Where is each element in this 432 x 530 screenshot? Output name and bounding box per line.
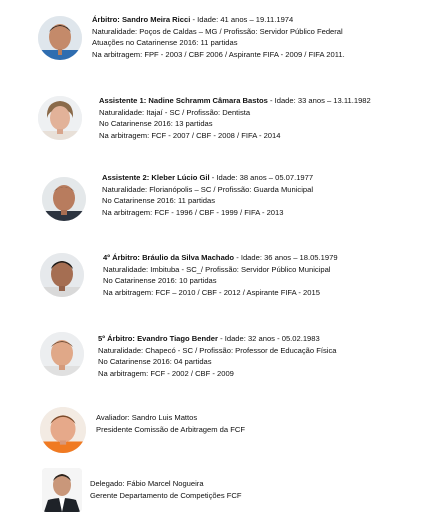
official-name: Evandro Tiago Bender <box>137 334 218 343</box>
staff-photo <box>42 468 82 512</box>
detail-line: Na arbitragem: FCF - 2002 / CBF - 2009 <box>98 368 234 378</box>
official-name: Kleber Lúcio Gil <box>151 173 210 182</box>
age-text: - Idade: 38 anos – 05.07.1977 <box>211 173 314 182</box>
official-photo <box>38 16 82 60</box>
age-text: - Idade: 36 anos – 18.05.1979 <box>236 253 338 262</box>
official-name: Sandro Meira Ricci <box>121 15 191 24</box>
staff-photo <box>40 407 86 453</box>
detail-line: Na arbitragem: FCF - 2007 / CBF - 2008 / FIFA - 2014 <box>99 130 281 140</box>
detail-line: Naturalidade: Florianópolis – SC / Profissão: Guarda Municipal <box>102 184 314 194</box>
detail-line: Naturalidade: Itajaí - SC / Profissão: Dentista <box>99 107 251 117</box>
detail-line: No Catarinense 2016: 11 partidas <box>102 196 215 206</box>
role-label: Assistente 2: <box>102 173 150 182</box>
detail-line: Na arbitragem: FCF - 1996 / CBF - 1999 / FIFA - 2013 <box>102 207 284 217</box>
staff-line: Avaliador: Sandro Luis Mattos <box>96 413 198 422</box>
staff-line: Gerente Departamento de Competições FCF <box>90 490 242 500</box>
official-name: Nadine Schramm Câmara Bastos <box>148 96 268 105</box>
detail-line: Naturalidade: Chapecó - SC / Profissão: Professor de Educação Física <box>98 345 337 355</box>
official-photo <box>40 332 84 376</box>
detail-line: No Catarinense 2016: 13 partidas <box>99 119 213 129</box>
age-text: - Idade: 41 anos – 19.11.1974 <box>192 15 294 24</box>
detail-line: Atuações no Catarinense 2016: 11 partidas <box>92 38 238 48</box>
official-name: Bráulio da Silva Machado <box>142 253 235 262</box>
age-text: - Idade: 32 anos - 05.02.1983 <box>220 334 320 343</box>
official-photo <box>42 177 86 221</box>
detail-line: No Catarinense 2016: 10 partidas <box>103 276 217 286</box>
detail-line: Na arbitragem: FPF - 2003 / CBF 2006 / Aspirante FIFA - 2009 / FIFA 2011. <box>92 49 345 59</box>
detail-line: Naturalidade: Imbituba - SC_/ Profissão: Servidor Público Municipal <box>103 264 331 274</box>
role-label: Assistente 1: <box>99 96 147 105</box>
official-photo <box>40 253 84 297</box>
detail-line: Naturalidade: Poços de Caldas – MG / Profissão: Servidor Público Federal <box>92 26 343 36</box>
role-label: 4º Árbitro: <box>103 253 140 262</box>
detail-line: Na arbitragem: FCF – 2010 / CBF - 2012 / Aspirante FIFA - 2015 <box>103 287 320 297</box>
age-text: - Idade: 33 anos – 13.11.1982 <box>269 96 371 105</box>
staff-line: Delegado: Fábio Marcel Nogueira <box>90 479 204 488</box>
staff-line: Presidente Comissão de Arbitragem da FCF <box>96 424 245 434</box>
detail-line: No Catarinense 2016: 04 partidas <box>98 357 212 367</box>
role-label: Árbitro: <box>92 15 120 24</box>
role-label: 5º Árbitro: <box>98 334 135 343</box>
official-photo <box>38 96 82 140</box>
